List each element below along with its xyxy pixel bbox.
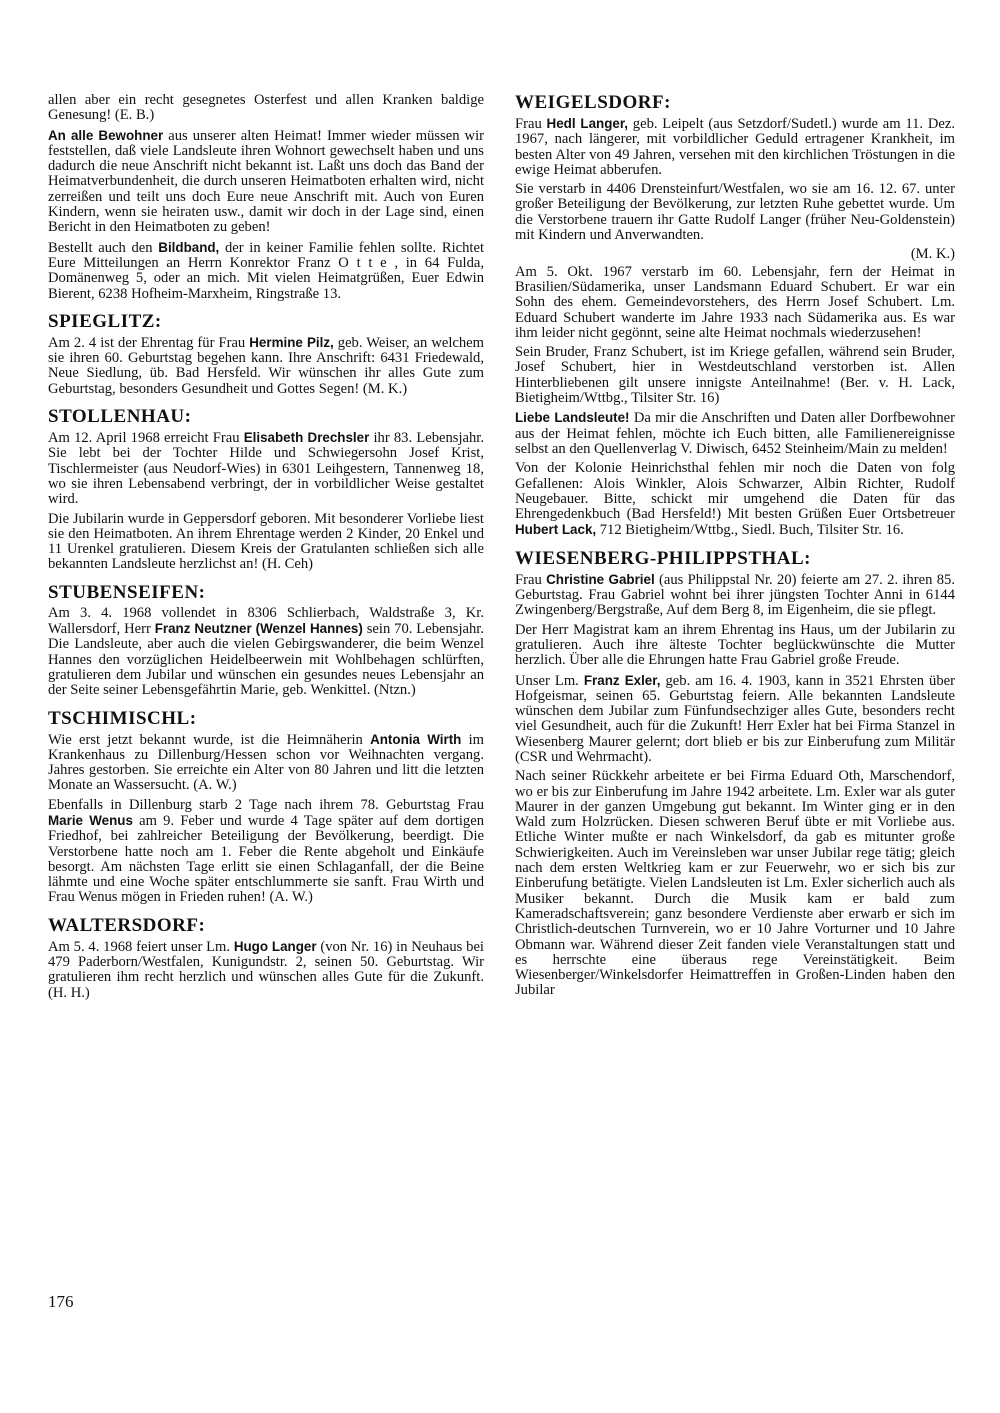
paragraph: [515, 116, 955, 178]
paragraph: [48, 606, 484, 699]
paragraph: [515, 182, 955, 243]
paragraph: [48, 732, 484, 794]
bold-name: Hubert Lack,: [515, 522, 597, 538]
text-run: Am 12. April 1968 erreicht Frau: [48, 430, 244, 447]
bold-name: Liebe Landsleute!: [515, 410, 630, 426]
text-run: Unser Lm.: [515, 672, 584, 689]
text-run: STOLLENHAU:: [48, 406, 192, 428]
section-heading: [515, 549, 955, 569]
text-run: WALTERSDORF:: [48, 914, 206, 936]
text-run: Am 3. 4. 1968 vollendet in 8306 Schlierbach, Waldstraße 3, Kr. Wallersdorf, Herr: [48, 604, 484, 638]
paragraph: [515, 769, 955, 998]
paragraph: [515, 461, 955, 538]
left-column: [48, 93, 484, 1005]
bold-name: Hermine Pilz,: [249, 334, 334, 350]
text-run: Sein Bruder, Franz Schubert, ist im Kriege gefallen, während sein Bruder, Josef Schubert, hier in Westdeutschland verstorben ist. Allen Hinterbliebenen gilt unsere innigste Anteilnahme! (Ber. v. H. Lack, Bietigheim/Wttbg., Tilsiter Str. 16): [515, 344, 955, 407]
page-number: 176: [48, 1292, 74, 1311]
text-run: allen aber ein recht gesegnetes Osterfest und allen Kranken baldige Genesung! (E. B.): [48, 92, 484, 124]
text-run: SPIEGLITZ:: [48, 310, 162, 332]
text-run: geb. Weiser, an welchem sie ihren 60. Geburtstag begehen kann. Ihre Anschrift: 6431 Friedewald, Neue Siedlung, üb. Bad Hersfeld. Wir wünschen ihr alles Gute zum Geburtstag, besonders Gesundheit und Gottes Segen! (M. K.): [48, 334, 485, 397]
paragraph: [515, 345, 955, 406]
text-run: der in keiner Familie fehlen sollte. Richtet Eure Mitteilungen an Herrn Konrektor Franz O t t e , in 64 Fulda, Domänenweg 5, oder an mich. Mit vielen Heimatgrüßen, Euer Edwin Bierent, 6238 Hofheim-Marxheim, Ringstraße 13.: [48, 239, 485, 302]
text-run: im Krankenhaus zu Dillenburg/Hessen schon vor Weihnachten vergang. Jahres gestorben. Sie erreichte ein Alter von 80 Jahren und litt die letzten Monate an Wassersucht. (A. W.): [48, 731, 485, 794]
paragraph: [48, 335, 484, 397]
bold-name: Antonia Wirth: [370, 731, 462, 747]
paragraph: [48, 798, 484, 906]
author-initials: [515, 247, 955, 262]
text-run: ihr 83. Lebensjahr. Sie lebt bei der Tochter Hilde und Schwiegersohn Josef Krist, Tischlermeister (aus Neudorf-Wies) in 6301 Leihgestern, Tannenweg 18, wo sie ihren Lebensabend verbringt, der in vorbildlicher Weise gestaltet wird.: [48, 430, 484, 508]
text-run: Nach seiner Rückkehr arbeitete er bei Firma Eduard Oth, Marschendorf, wo er bis zur Einberufung im Jahre 1942 arbeitete. Lm. Exler war als guter Maurer in der ganzen Umgebung gut bekannt. Im Winter ging er in den Wald zum Holzrücken. Diesen schweren Beruf übte er mit Vorliebe aus. Etliche Winter mußte er nach Winkelsdorf, da gab es mitunter große Schwierigkeiten. Auch im Vereinsleben war unser Jubilar rege tätig; gleich nach dem ersten Weltkrieg kam er zur Feuerwehr, wo er sich bis zur Einberufung betätigte. Vielen Landsleuten ist Lm. Exler sicherlich auch als Musiker bekannt. Durch die Musik kam er bald zum Kameradschaftsverein; ganz besondere Verdienste aber erwarb er sich im Christlich-deutschen Turnverein, wo er 10 Jahre Vorturner und 10 Jahre Obmann war. Während dieser Zeit fanden viele Veranstaltungen statt und es herrschte eine überaus rege Vereinstätigkeit. Beim Wiesenberger/Winkelsdorfer Heimattreffen in Großen-Linden haben den Jubilar: [515, 768, 955, 999]
text-run: geb. Leipelt (aus Setzdorf/Sudetl.) wurde am 11. Dez. 1967, nach längerer, mit vorbildlicher Geduld ertragener Krankheit, im besten Alter von 49 Jahren, versehen mit den kirchlichen Tröstungen in die ewige Heimat abberufen.: [515, 116, 955, 178]
paragraph: [48, 240, 484, 302]
bold-name: Hedl Langer,: [546, 116, 629, 131]
section-heading: [48, 583, 484, 603]
bold-name: Marie Wenus: [48, 812, 133, 828]
section-heading: [48, 312, 484, 332]
bold-name: Franz Exler,: [583, 672, 661, 688]
text-run: Am 5. 4. 1968 feiert unser Lm.: [48, 938, 234, 955]
section-heading: [515, 93, 955, 113]
text-run: (aus Philippstal Nr. 20) feierte am 27. 2. ihren 85. Geburtstag. Frau Gabriel wohnt bei ihrer jüngsten Tochter Anni in 6144 Zwingenberg/Bergstraße, Auf dem Berg 8, im Eigenheim, die sie pflegt.: [515, 571, 955, 619]
right-column: [515, 93, 955, 1003]
paragraph: [48, 939, 484, 1001]
text-run: Frau: [515, 571, 547, 588]
text-run: am 9. Feber und wurde 4 Tage später auf dem dortigen Friedhof, bei zahlreicher Beteiligung der Bevölkerung, beerdigt. Die Verstorbene hatte noch am 1. Feber die Rente abgeholt und Einkäufe besorgt. Am nächsten Tage erlitt sie einen Schlaganfall, der die Beine lähmte und eine Woche später entschlummerte sie sanft. Frau Wirth und Frau Wenus mögen in Frieden ruhen! (A. W.): [48, 812, 484, 906]
bold-name: (Wenzel Hannes): [251, 621, 363, 637]
text-run: Bestellt auch den: [48, 239, 159, 256]
text-run: Am 2. 4 ist der Ehrentag für Frau: [48, 334, 250, 351]
text-run: (M. K.): [910, 246, 955, 263]
text-run: Am 5. Okt. 1967 verstarb im 60. Lebensjahr, fern der Heimat in Brasilien/Südamerika, unser Landsmann Eduard Schubert. Er war ein Sohn des ehem. Gemeindevorstehers, des Herrn Josef Schubert. Lm. Eduard Schubert wanderte im Jahre 1933 nach Südamerika aus. Es war ihm leider nicht gegönnt, seine alte Heimat nochmals wiederzusehen!: [515, 263, 955, 341]
text-run: Der Herr Magistrat kam an ihrem Ehrentag ins Haus, um der Jubilarin zu gratulieren. Auch ihre älteste Tochter beglückwünschte die Mutter herzlich. Über alle die Ehrungen hatte Frau Gabriel große Freude.: [515, 621, 955, 669]
text-run: Wie erst jetzt bekannt wurde, ist die Heimnäherin: [48, 731, 371, 748]
paragraph: [48, 512, 484, 573]
paragraph: [515, 673, 955, 766]
text-run: WEIGELSDORF:: [515, 92, 671, 113]
text-run: Die Jubilarin wurde in Geppersdorf geboren. Mit besonderer Vorliebe liest sie den Heimatboten. An ihrem Ehrentage werden 2 Kinder, 20 Enkel und 11 Urenkel gratulieren. Diesem Kreis der Gratulanten schließen sich alle bekannten Landsleute herzlichst an! (H. Ceh): [48, 510, 484, 573]
section-heading: [48, 709, 484, 729]
text-run: Ebenfalls in Dillenburg starb 2 Tage nach ihrem 78. Geburtstag Frau: [48, 796, 484, 813]
bold-name: Christine Gabriel: [546, 571, 655, 587]
section-heading: [48, 407, 484, 427]
paragraph: [48, 93, 484, 124]
paragraph: [48, 430, 484, 507]
paragraph: [48, 128, 484, 236]
text-run: TSCHIMISCHL:: [48, 707, 197, 729]
text-run: Da mir die Anschriften und Daten aller Dorfbewohner aus der Heimat fehlen, möchte ich Euch bitten, alle Familienereignisse selbst an den Quellenverlag V. Diwisch, 6452 Steinheim/Main zu melden!: [515, 410, 955, 457]
text-run: WIESENBERG-PHILIPPSTHAL:: [515, 547, 811, 569]
bold-name: An alle Bewohner: [48, 127, 164, 143]
text-run: (von Nr. 16) in Neuhaus bei 479 Paderborn/Westfalen, Kunigundstr. 2, seinen 50. Geburtstag. Wir gratulieren ihm recht herzlich und wünschen alles Gute für die Zukunft. (H. H.): [48, 938, 484, 1001]
text-run: aus unserer alten Heimat! Immer wieder müssen wir feststellen, daß viele Landsleute ihren Wohnort gewechselt haben und uns dadurch die neue Anschrift nicht bekannt ist. Laßt uns doch das Band der Heimatverbundenheit, die durch unseren Heimatboten erhalten wird, nicht zerreißen und teilt uns doch Eure neue Anschrift mit. Auch von Euren Kindern, wenn sie heiraten usw., damit wir doch in der Lage sind, einen Bericht in den Heimatboten zu geben!: [48, 127, 485, 236]
text-run: sein 70. Lebensjahr. Die Landsleute, aber auch die vielen Gebirgswanderer, die beim Wenzel Hannes den vorzüglichen Heidelbeerwein mit Wohlbehagen schlürften, gratulieren dem Jubilar und wünschen ein gesundes neues Lebensjahr an der Seite seiner Lebensgefährtin Marie, geb. Wenkittel. (Ntzn.): [48, 621, 484, 699]
text-run: Sie verstarb in 4406 Drensteinfurt/Westfalen, wo sie am 16. 12. 67. unter großer Beteiligung der Bevölkerung, zur letzten Ruhe gebettet wurde. Um die Verstorbene trauern ihr Gatte Rudolf Langer (früher Neu-Goldenstein) mit Kindern und Anverwandten.: [515, 181, 955, 244]
text-run: STUBENSEIFEN:: [48, 581, 206, 603]
text-run: Von der Kolonie Heinrichsthal fehlen mir noch die Daten von folg Gefallenen: Alois Winkler, Alois Schwarzer, Albin Richter, Rudolf Neugebauer. Bitte, schickt mir umgehend die Daten für das Ehrengedenkbuch (Bad Hersfeld!) Mit besten Grüßen Euer Ortsbetreuer: [515, 460, 955, 523]
paragraph: [515, 623, 955, 669]
bold-name: Elisabeth Drechsler: [243, 430, 370, 446]
paragraph: [515, 410, 955, 457]
bold-name: Bildband,: [158, 239, 220, 255]
text-run: 712 Bietigheim/Wttbg., Siedl. Buch, Tilsiter Str. 16.: [596, 522, 904, 539]
text-run: Frau: [515, 116, 547, 132]
text-run: geb. am 16. 4. 1903, kann in 3521 Ehrsten über Hofgeismar, seinen 65. Geburtstag feiern. Alle bekannten Landsleute wünschen dem Jubilar zum Fünfundsechziger alles Gute, besonders recht viel Gesundheit, auch für die Zukunft! Herr Exler hat bei Firma Stanzel in Wiesenberg Maurer gelernt; dort blieb er bis zur Einberufung zum Militär (CSR und Wehrmacht).: [515, 672, 955, 765]
paragraph: [515, 265, 955, 341]
bold-name: Franz Neutzner: [154, 621, 252, 637]
bold-name: Hugo Langer: [233, 938, 317, 954]
section-heading: [48, 916, 484, 936]
paragraph: [515, 572, 955, 619]
